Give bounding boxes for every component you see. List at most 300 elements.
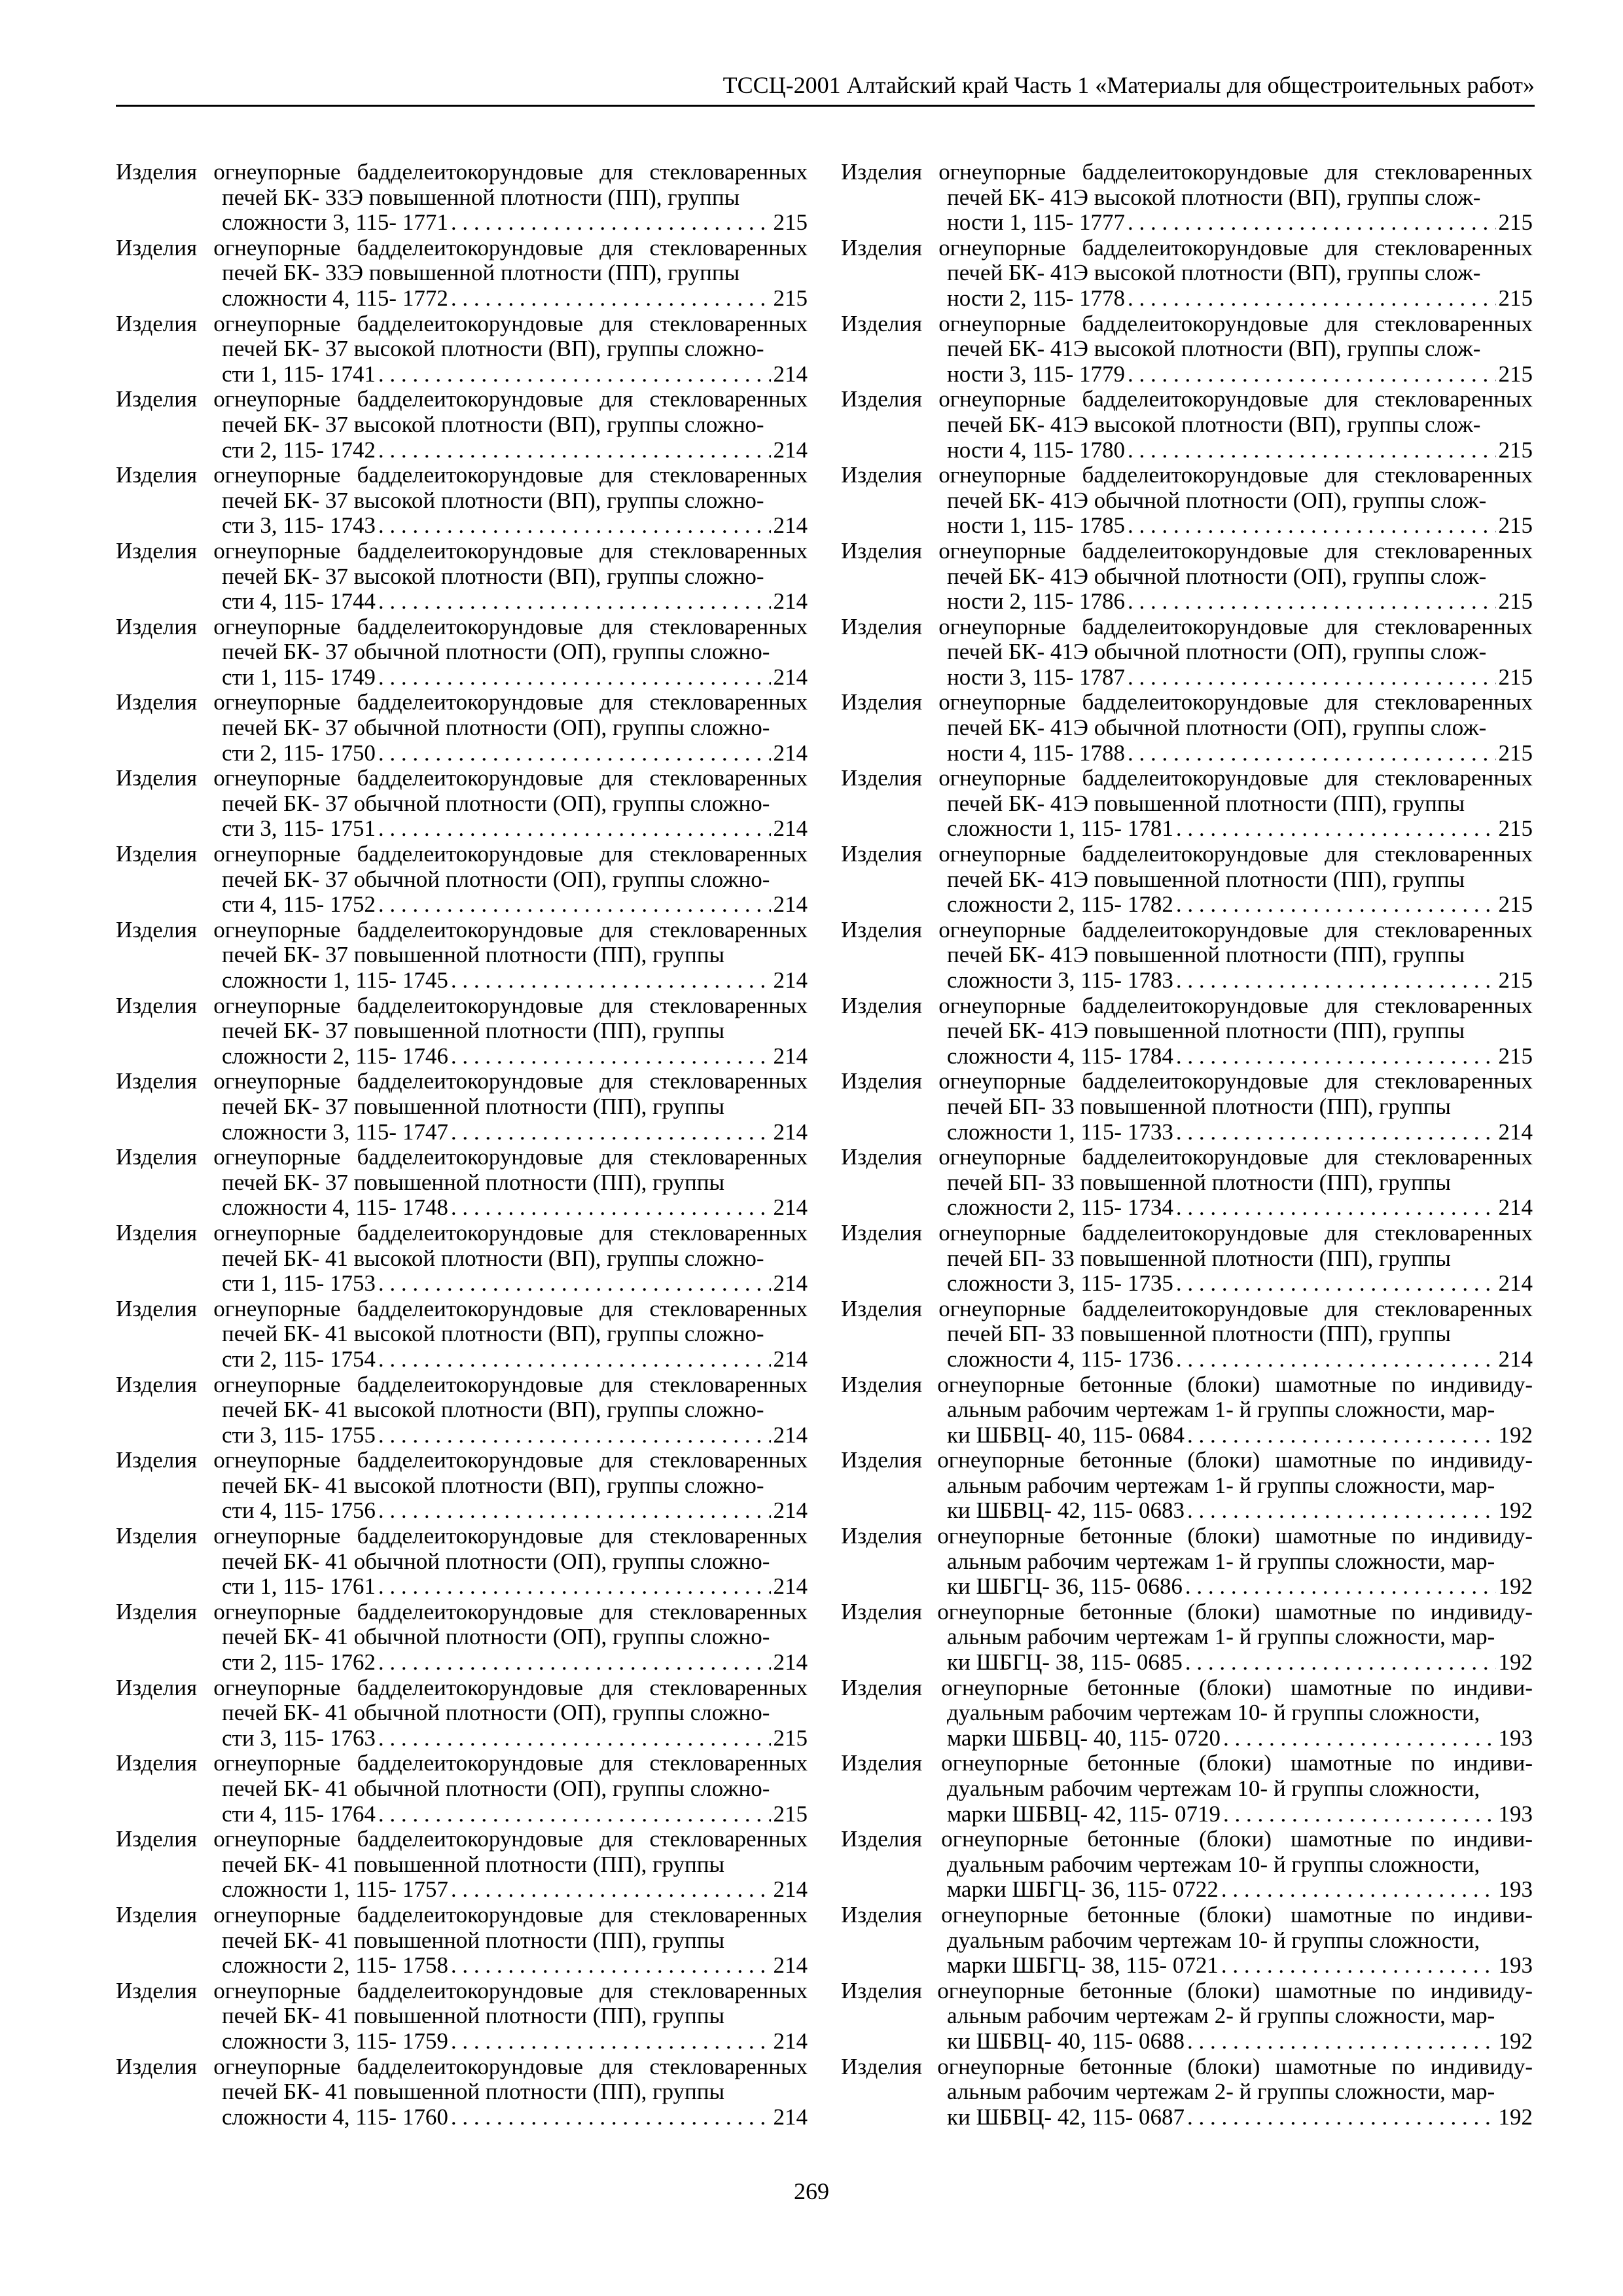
index-entry	[841, 918, 1533, 994]
index-entry-text: Изделия огнеупорные бадделеитокорундовые для стекловаренных печей БК- 37 повышенной плотности (ПП), группы	[116, 916, 808, 968]
index-entry-text: Изделия огнеупорные бадделеитокорундовые для стекловаренных печей БК- 41Э обычной плотности (ОП), группы слож-	[841, 537, 1533, 589]
index-entry-text: Изделия огнеупорные бадделеитокорундовые для стекловаренных печей БК- 41 повышенной плотности (ПП), группы	[116, 1901, 808, 1953]
index-entry	[116, 1524, 808, 1600]
index-entry-code: сти 1, 115- 1749	[222, 664, 376, 690]
index-entry-ref-line	[222, 1271, 808, 1297]
index-entry-ref-line	[222, 1120, 808, 1145]
dot-leader	[1221, 1877, 1496, 1903]
index-entry-ref-line	[947, 1044, 1533, 1069]
index-entry-text: Изделия огнеупорные бадделеитокорундовые для стекловаренных печей БК- 37 повышенной плотности (ПП), группы	[116, 1068, 808, 1119]
index-entry-page: 214	[773, 740, 808, 766]
index-entry-ref-line	[222, 1726, 808, 1751]
dot-leader	[378, 1574, 771, 1600]
index-entry	[841, 236, 1533, 312]
index-entry-ref-line	[947, 438, 1533, 463]
index-entry-ref-line	[947, 741, 1533, 766]
index-entry-ref-line	[222, 892, 808, 918]
dot-leader	[1223, 1726, 1496, 1751]
index-entry-text: Изделия огнеупорные бадделеитокорундовые для стекловаренных печей БК- 37 высокой плотности (ВП), группы сложно-	[116, 386, 808, 437]
index-entry-code: сложности 2, 115- 1746	[222, 1043, 448, 1069]
dot-leader	[378, 665, 771, 691]
index-entry	[116, 1297, 808, 1372]
index-entry-page: 192	[1498, 1649, 1533, 1676]
index-entry-page: 193	[1498, 1725, 1533, 1751]
index-entry-ref-line	[222, 2105, 808, 2130]
index-entry-page: 214	[773, 1422, 808, 1448]
index-entry-text: Изделия огнеупорные бадделеитокорундовые для стекловаренных печей БК- 33Э повышенной плотности (ПП), группы	[116, 234, 808, 286]
index-entry-code: сти 3, 115- 1743	[222, 512, 376, 539]
dot-leader	[1176, 1195, 1496, 1221]
index-entry-code: сложности 2, 115- 1758	[222, 1952, 448, 1979]
index-entry-ref-line	[222, 1877, 808, 1903]
dot-leader	[378, 1423, 771, 1448]
index-entry-text: Изделия огнеупорные бетонные (блоки) шамотные по индивиду-альным рабочим чертежам 1- й группы сложности, мар-	[841, 1371, 1533, 1423]
index-entry-code: ности 3, 115- 1787	[947, 664, 1126, 690]
index-entry-text: Изделия огнеупорные бадделеитокорундовые для стекловаренных печей БК- 41 высокой плотности (ВП), группы сложно-	[116, 1371, 808, 1423]
index-entry-ref-line	[947, 1953, 1533, 1979]
dot-leader	[451, 286, 771, 312]
index-entry	[116, 160, 808, 236]
index-entry	[841, 1524, 1533, 1600]
index-entry-code: сти 3, 115- 1751	[222, 816, 376, 842]
index-column-left	[116, 160, 808, 2130]
dot-leader	[1176, 968, 1496, 994]
dot-leader	[1187, 2105, 1495, 2130]
index-entry-code: ности 1, 115- 1777	[947, 209, 1126, 236]
index-entry-code: ности 1, 115- 1785	[947, 512, 1126, 539]
index-entry	[841, 387, 1533, 463]
index-entry-ref-line	[222, 589, 808, 615]
index-entry	[116, 994, 808, 1069]
dot-leader	[378, 816, 771, 842]
dot-leader	[1128, 362, 1495, 387]
index-entry-page: 214	[1498, 1270, 1533, 1297]
index-entry	[841, 1600, 1533, 1676]
index-entry-text: Изделия огнеупорные бадделеитокорундовые для стекловаренных печей БК- 41Э высокой плотности (ВП), группы слож-	[841, 386, 1533, 437]
index-entry-page: 215	[1498, 361, 1533, 387]
index-entry-code: сложности 4, 115- 1772	[222, 285, 448, 311]
index-entry-text: Изделия огнеупорные бетонные (блоки) шамотные по индивиду-альным рабочим чертежам 1- й группы сложности, мар-	[841, 1598, 1533, 1650]
index-entry-page: 215	[1498, 816, 1533, 842]
dot-leader	[1176, 1271, 1496, 1297]
dot-leader	[378, 1498, 771, 1524]
index-entry-page: 193	[1498, 1801, 1533, 1827]
index-entry	[841, 1069, 1533, 1145]
index-entry-ref-line	[947, 1423, 1533, 1448]
index-entry-text: Изделия огнеупорные бадделеитокорундовые для стекловаренных печей БК- 33Э повышенной плотности (ПП), группы	[116, 159, 808, 210]
index-entry-text: Изделия огнеупорные бадделеитокорундовые для стекловаренных печей БК- 41Э обычной плотности (ОП), группы слож-	[841, 462, 1533, 513]
index-entry-ref-line	[947, 1120, 1533, 1145]
index-entry-ref-line	[947, 1574, 1533, 1600]
index-entry-text: Изделия огнеупорные бадделеитокорундовые для стекловаренных печей БК- 41Э высокой плотности (ВП), группы слож-	[841, 159, 1533, 210]
index-entry-text: Изделия огнеупорные бадделеитокорундовые для стекловаренных печей БК- 41 повышенной плотности (ПП), группы	[116, 1977, 808, 2029]
index-entry-text: Изделия огнеупорные бетонные (блоки) шамотные по индиви-дуальным рабочим чертежам 10- й группы сложности,	[841, 1826, 1533, 1877]
index-entry-page: 215	[1498, 209, 1533, 236]
index-entry	[116, 1372, 808, 1448]
index-entry-page: 192	[1498, 2104, 1533, 2130]
index-entry-text: Изделия огнеупорные бадделеитокорундовые для стекловаренных печей БК- 41Э высокой плотности (ВП), группы слож-	[841, 310, 1533, 362]
index-entry-code: ки ШБВЦ- 40, 115- 0684	[947, 1422, 1185, 1448]
index-entry-code: ности 4, 115- 1788	[947, 740, 1126, 766]
index-entry-code: сложности 4, 115- 1736	[947, 1346, 1173, 1372]
index-entry-code: сти 4, 115- 1764	[222, 1801, 376, 1827]
dot-leader	[1176, 816, 1496, 842]
index-entry	[841, 1372, 1533, 1448]
index-entry-text: Изделия огнеупорные бадделеитокорундовые для стекловаренных печей БК- 37 повышенной плотности (ПП), группы	[116, 1144, 808, 1195]
index-entry-text: Изделия огнеупорные бадделеитокорундовые для стекловаренных печей БК- 37 высокой плотности (ВП), группы сложно-	[116, 310, 808, 362]
index-entry-page: 214	[1498, 1194, 1533, 1221]
dot-leader	[1223, 1802, 1496, 1827]
index-entry-ref-line	[222, 741, 808, 766]
dot-leader	[451, 1044, 771, 1069]
index-entry	[116, 1751, 808, 1827]
index-entry-text: Изделия огнеупорные бадделеитокорундовые для стекловаренных печей БП- 33 повышенной плотности (ПП), группы	[841, 1144, 1533, 1195]
index-entry-code: сти 4, 115- 1752	[222, 891, 376, 918]
index-entry	[116, 1600, 808, 1676]
dot-leader	[451, 1120, 771, 1145]
dot-leader	[378, 1347, 771, 1372]
dot-leader	[451, 968, 771, 994]
index-entry-ref-line	[222, 2029, 808, 2054]
dot-leader	[1176, 1120, 1496, 1145]
index-entry-text: Изделия огнеупорные бадделеитокорундовые для стекловаренных печей БК- 41 обычной плотности (ОП), группы сложно-	[116, 1674, 808, 1726]
index-entry-page: 192	[1498, 2028, 1533, 2054]
index-entry-page: 215	[1498, 967, 1533, 993]
index-entry	[841, 842, 1533, 918]
index-entry	[116, 1145, 808, 1221]
index-entry-page: 214	[773, 664, 808, 690]
index-entry	[116, 1448, 808, 1524]
index-entry-text: Изделия огнеупорные бетонные (блоки) шамотные по индиви-дуальным рабочим чертежам 10- й группы сложности,	[841, 1674, 1533, 1726]
index-entry	[116, 2054, 808, 2130]
index-entry-text: Изделия огнеупорные бадделеитокорундовые для стекловаренных печей БК- 41 обычной плотности (ОП), группы сложно-	[116, 1598, 808, 1650]
dot-leader	[378, 362, 771, 387]
index-entry-ref-line	[947, 286, 1533, 312]
index-entry-code: сти 4, 115- 1756	[222, 1498, 376, 1524]
index-entry-page: 192	[1498, 1498, 1533, 1524]
dot-leader	[451, 2029, 771, 2054]
index-entry-ref-line	[947, 1195, 1533, 1221]
index-entry-ref-line	[222, 1498, 808, 1524]
dot-leader	[378, 589, 771, 615]
index-entry-code: сложности 4, 115- 1760	[222, 2104, 448, 2130]
index-entry-code: сложности 1, 115- 1745	[222, 967, 448, 993]
index-entry-code: марки ШБВЦ- 40, 115- 0720	[947, 1725, 1221, 1751]
index-entry-ref-line	[947, 1877, 1533, 1903]
index-entry	[841, 994, 1533, 1069]
index-entry-page: 215	[1498, 891, 1533, 918]
index-entry-page: 215	[1498, 588, 1533, 615]
index-entry	[116, 1069, 808, 1145]
index-entry-page: 214	[773, 1952, 808, 1979]
index-entry-ref-line	[947, 1347, 1533, 1372]
index-entry-page: 214	[773, 1649, 808, 1676]
dot-leader	[1187, 1423, 1495, 1448]
index-entry-text: Изделия огнеупорные бадделеитокорундовые для стекловаренных печей БК- 41Э повышенной плотности (ПП), группы	[841, 765, 1533, 816]
index-entry-page: 215	[1498, 285, 1533, 311]
index-entry-ref-line	[947, 665, 1533, 691]
index-entry-page: 214	[773, 1043, 808, 1069]
index-entry-text: Изделия огнеупорные бадделеитокорундовые для стекловаренных печей БК- 41 высокой плотности (ВП), группы сложно-	[116, 1219, 808, 1271]
index-entry-text: Изделия огнеупорные бадделеитокорундовые для стекловаренных печей БП- 33 повышенной плотности (ПП), группы	[841, 1219, 1533, 1271]
index-entry-ref-line	[947, 362, 1533, 387]
dot-leader	[1187, 1498, 1495, 1524]
dot-leader	[378, 892, 771, 918]
index-entry-page: 214	[773, 967, 808, 993]
dot-leader	[1128, 286, 1495, 312]
index-entry-code: сти 4, 115- 1744	[222, 588, 376, 615]
index-entry-text: Изделия огнеупорные бадделеитокорундовые для стекловаренных печей БК- 41 повышенной плотности (ПП), группы	[116, 1826, 808, 1877]
index-entry-ref-line	[222, 968, 808, 994]
index-entry-text: Изделия огнеупорные бадделеитокорундовые для стекловаренных печей БК- 41Э обычной плотности (ОП), группы слож-	[841, 689, 1533, 741]
index-entry-page: 214	[1498, 1119, 1533, 1145]
dot-leader	[1185, 1650, 1496, 1676]
index-entry-text: Изделия огнеупорные бадделеитокорундовые для стекловаренных печей БК- 41 повышенной плотности (ПП), группы	[116, 2053, 808, 2105]
index-entry-code: сти 2, 115- 1754	[222, 1346, 376, 1372]
index-entry-ref-line	[222, 210, 808, 236]
index-entry-ref-line	[947, 589, 1533, 615]
index-entry-page: 215	[1498, 512, 1533, 539]
index-entry-page: 215	[1498, 437, 1533, 463]
index-entry-ref-line	[222, 286, 808, 312]
index-entry	[841, 615, 1533, 691]
index-entry-ref-line	[222, 665, 808, 691]
index-entry	[841, 160, 1533, 236]
index-entry	[841, 690, 1533, 766]
index-entry-text: Изделия огнеупорные бадделеитокорундовые для стекловаренных печей БК- 37 обычной плотности (ОП), группы сложно-	[116, 765, 808, 816]
index-entry-ref-line	[222, 1574, 808, 1600]
index-entry-code: сложности 3, 115- 1783	[947, 967, 1173, 993]
index-entry-ref-line	[222, 1347, 808, 1372]
index-entry	[116, 1903, 808, 1979]
index-entry-ref-line	[947, 1802, 1533, 1827]
index-entry-page: 214	[773, 361, 808, 387]
index-entry-code: сложности 1, 115- 1757	[222, 1876, 448, 1903]
index-entry-code: ности 4, 115- 1780	[947, 437, 1126, 463]
index-entry	[116, 615, 808, 691]
index-entry	[841, 1221, 1533, 1297]
index-entry	[116, 1676, 808, 1751]
index-entry-code: ки ШБВЦ- 42, 115- 0687	[947, 2104, 1185, 2130]
index-entry-ref-line	[947, 1498, 1533, 1524]
index-entry-text: Изделия огнеупорные бадделеитокорундовые для стекловаренных печей БК- 41 обычной плотности (ОП), группы сложно-	[116, 1523, 808, 1574]
index-entry-text: Изделия огнеупорные бадделеитокорундовые для стекловаренных печей БК- 41 высокой плотности (ВП), группы сложно-	[116, 1447, 808, 1498]
index-entry-text: Изделия огнеупорные бетонные (блоки) шамотные по индивиду-альным рабочим чертежам 1- й группы сложности, мар-	[841, 1523, 1533, 1574]
dot-leader	[378, 1802, 771, 1827]
index-entry-page: 214	[773, 1573, 808, 1600]
index-entry-code: сложности 3, 115- 1771	[222, 209, 448, 236]
index-entry	[841, 2054, 1533, 2130]
index-entry-code: сти 2, 115- 1750	[222, 740, 376, 766]
index-entry	[841, 1751, 1533, 1827]
index-entry-page: 214	[773, 2028, 808, 2054]
index-entry-ref-line	[947, 1650, 1533, 1676]
index-entry-code: сложности 2, 115- 1734	[947, 1194, 1173, 1221]
index-entry-code: ки ШБГЦ- 38, 115- 0685	[947, 1649, 1183, 1676]
index-entry-text: Изделия огнеупорные бадделеитокорундовые для стекловаренных печей БК- 37 обычной плотности (ОП), группы сложно-	[116, 689, 808, 741]
index-entry-ref-line	[222, 1650, 808, 1676]
index-entry	[116, 918, 808, 994]
index-entry-code: сложности 3, 115- 1735	[947, 1270, 1173, 1297]
index-entry-text: Изделия огнеупорные бетонные (блоки) шамотные по индивиду-альным рабочим чертежам 2- й группы сложности, мар-	[841, 1977, 1533, 2029]
index-entry-page: 192	[1498, 1573, 1533, 1600]
dot-leader	[1221, 1953, 1496, 1979]
index-entry-page: 214	[773, 437, 808, 463]
index-entry-ref-line	[947, 2029, 1533, 2054]
index-entry	[116, 236, 808, 312]
index-entry-code: ки ШБГЦ- 36, 115- 0686	[947, 1573, 1183, 1600]
index-entry-code: марки ШБВЦ- 42, 115- 0719	[947, 1801, 1221, 1827]
dot-leader	[1128, 589, 1495, 615]
index-entry-ref-line	[947, 892, 1533, 918]
index-entry	[116, 1827, 808, 1903]
index-entry	[116, 312, 808, 387]
index-entry	[116, 766, 808, 842]
index-entry-text: Изделия огнеупорные бадделеитокорундовые для стекловаренных печей БП- 33 повышенной плотности (ПП), группы	[841, 1068, 1533, 1119]
index-entry	[841, 1145, 1533, 1221]
index-entry	[116, 463, 808, 539]
index-entry-code: сложности 1, 115- 1781	[947, 816, 1173, 842]
index-entry	[841, 766, 1533, 842]
index-entry-code: ности 3, 115- 1779	[947, 361, 1126, 387]
index-entry	[116, 1979, 808, 2054]
index-entry-text: Изделия огнеупорные бадделеитокорундовые для стекловаренных печей БК- 41 обычной плотности (ОП), группы сложно-	[116, 1750, 808, 1801]
dot-leader	[1185, 1574, 1496, 1600]
dot-leader	[451, 2105, 771, 2130]
index-entry-text: Изделия огнеупорные бетонные (блоки) шамотные по индивиду-альным рабочим чертежам 1- й группы сложности, мар-	[841, 1447, 1533, 1498]
dot-leader	[378, 438, 771, 463]
index-entry-ref-line	[947, 968, 1533, 994]
index-entry-text: Изделия огнеупорные бадделеитокорундовые для стекловаренных печей БК- 37 обычной плотности (ОП), группы сложно-	[116, 613, 808, 665]
index-entry-ref-line	[947, 2105, 1533, 2130]
index-entry-page: 215	[1498, 740, 1533, 766]
dot-leader	[451, 1877, 771, 1903]
dot-leader	[451, 1953, 771, 1979]
index-entry-ref-line	[222, 438, 808, 463]
dot-leader	[378, 1726, 771, 1751]
dot-leader	[1128, 438, 1495, 463]
index-entry-code: сложности 4, 115- 1784	[947, 1043, 1173, 1069]
index-entry-page: 215	[773, 1801, 808, 1827]
index-entry-page: 215	[1498, 1043, 1533, 1069]
index-entry-ref-line	[947, 1726, 1533, 1751]
dot-leader	[1176, 892, 1496, 918]
index-entry-ref-line	[222, 1953, 808, 1979]
index-entry	[841, 312, 1533, 387]
dot-leader	[451, 1195, 771, 1221]
index-entry-ref-line	[222, 1802, 808, 1827]
index-entry	[841, 1448, 1533, 1524]
index-entry	[116, 539, 808, 615]
index-entry-page: 215	[773, 1725, 808, 1751]
index-entry-page: 214	[773, 2104, 808, 2130]
index-entry-text: Изделия огнеупорные бадделеитокорундовые для стекловаренных печей БК- 41Э обычной плотности (ОП), группы слож-	[841, 613, 1533, 665]
index-entry-page: 214	[773, 1346, 808, 1372]
index-entry-text: Изделия огнеупорные бетонные (блоки) шамотные по индивиду-альным рабочим чертежам 2- й группы сложности, мар-	[841, 2053, 1533, 2105]
index-entry-code: сложности 1, 115- 1733	[947, 1119, 1173, 1145]
index-entry-text: Изделия огнеупорные бадделеитокорундовые для стекловаренных печей БК- 37 повышенной плотности (ПП), группы	[116, 992, 808, 1044]
index-entry-page: 214	[773, 1119, 808, 1145]
index-entry-code: сти 1, 115- 1753	[222, 1270, 376, 1297]
index-entry-code: марки ШБГЦ- 36, 115- 0722	[947, 1876, 1219, 1903]
index-entry-page: 214	[773, 816, 808, 842]
index-entry-page: 214	[773, 1194, 808, 1221]
index-entry-page: 193	[1498, 1952, 1533, 1979]
index-entry	[116, 842, 808, 918]
dot-leader	[378, 513, 771, 539]
index-entry-code: сти 3, 115- 1763	[222, 1725, 376, 1751]
index-entry-code: сложности 3, 115- 1747	[222, 1119, 448, 1145]
index-entry	[116, 690, 808, 766]
dot-leader	[378, 1650, 771, 1676]
dot-leader	[1128, 513, 1495, 539]
index-entry-page: 214	[1498, 1346, 1533, 1372]
index-entry-page: 214	[773, 1498, 808, 1524]
index-entry-page: 215	[1498, 664, 1533, 690]
index-entry-text: Изделия огнеупорные бадделеитокорундовые для стекловаренных печей БК- 41Э повышенной плотности (ПП), группы	[841, 916, 1533, 968]
index-entry-text: Изделия огнеупорные бадделеитокорундовые для стекловаренных печей БК- 41Э высокой плотности (ВП), группы слож-	[841, 234, 1533, 286]
index-entry	[841, 1297, 1533, 1372]
index-entry-page: 215	[773, 209, 808, 236]
index-entry-code: ности 2, 115- 1786	[947, 588, 1126, 615]
index-entry	[116, 1221, 808, 1297]
dot-leader	[378, 1271, 771, 1297]
index-column-right	[841, 160, 1533, 2130]
index-entry-code: сложности 4, 115- 1748	[222, 1194, 448, 1221]
index-entry-code: сложности 2, 115- 1782	[947, 891, 1173, 918]
index-entry	[116, 387, 808, 463]
index-entry-code: ки ШБВЦ- 42, 115- 0683	[947, 1498, 1185, 1524]
dot-leader	[378, 741, 771, 766]
dot-leader	[1187, 2029, 1495, 2054]
index-entry-ref-line	[222, 816, 808, 842]
index-entry-page: 214	[773, 891, 808, 918]
index-entry	[841, 1979, 1533, 2054]
index-entry	[841, 539, 1533, 615]
index-entry	[841, 1827, 1533, 1903]
index-entry-text: Изделия огнеупорные бадделеитокорундовые для стекловаренных печей БК- 41Э повышенной плотности (ПП), группы	[841, 841, 1533, 892]
index-entry-page: 193	[1498, 1876, 1533, 1903]
index-entry-text: Изделия огнеупорные бадделеитокорундовые для стекловаренных печей БП- 33 повышенной плотности (ПП), группы	[841, 1295, 1533, 1347]
dot-leader	[1176, 1347, 1496, 1372]
index-entry-text: Изделия огнеупорные бадделеитокорундовые для стекловаренных печей БК- 37 обычной плотности (ОП), группы сложно-	[116, 841, 808, 892]
index-entry-code: сти 1, 115- 1761	[222, 1573, 376, 1600]
page-number: 269	[794, 2178, 829, 2204]
dot-leader	[1128, 665, 1495, 691]
index-entry-ref-line	[222, 1044, 808, 1069]
index-entry-code: ности 2, 115- 1778	[947, 285, 1126, 311]
dot-leader	[1128, 741, 1495, 766]
index-entry	[841, 1676, 1533, 1751]
index-entry-text: Изделия огнеупорные бетонные (блоки) шамотные по индиви-дуальным рабочим чертежам 10- й группы сложности,	[841, 1750, 1533, 1801]
index-entry	[841, 1903, 1533, 1979]
index-entry-ref-line	[222, 1423, 808, 1448]
index-entry-ref-line	[947, 1271, 1533, 1297]
index-entry-code: сти 1, 115- 1741	[222, 361, 376, 387]
index-entry-page: 192	[1498, 1422, 1533, 1448]
dot-leader	[1128, 210, 1495, 236]
index-entry-page: 214	[773, 512, 808, 539]
index-entry-text: Изделия огнеупорные бадделеитокорундовые для стекловаренных печей БК- 41Э повышенной плотности (ПП), группы	[841, 992, 1533, 1044]
index-entry-code: сти 2, 115- 1762	[222, 1649, 376, 1676]
index-entry-page: 215	[773, 285, 808, 311]
dot-leader	[451, 210, 771, 236]
index-entry-ref-line	[222, 1195, 808, 1221]
index-entry	[841, 463, 1533, 539]
index-entry-page: 214	[773, 588, 808, 615]
index-entry-ref-line	[947, 210, 1533, 236]
index-entry-code: сложности 3, 115- 1759	[222, 2028, 448, 2054]
